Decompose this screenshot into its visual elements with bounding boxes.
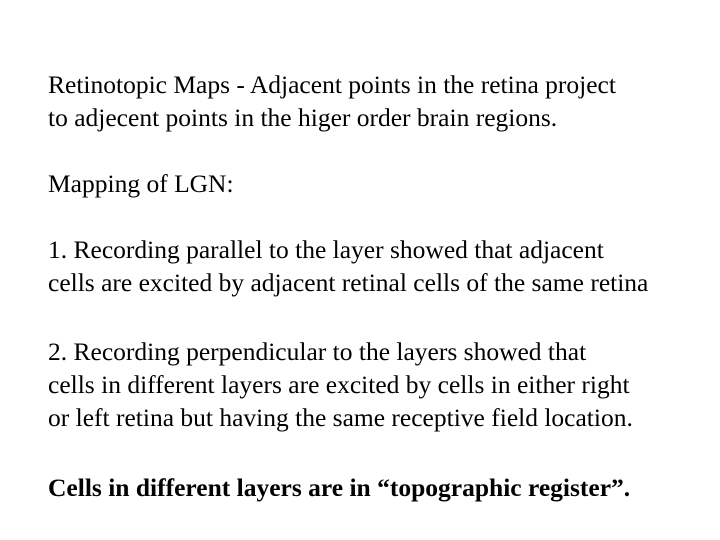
text-line: cells are excited by adjacent retinal cells of the same retina bbox=[48, 268, 649, 297]
finding-1-paragraph bbox=[48, 233, 718, 299]
text-line: or left retina but having the same receptive field location. bbox=[48, 403, 633, 432]
retinotopic-maps-paragraph bbox=[48, 68, 718, 134]
text-line: Mapping of LGN: bbox=[48, 169, 234, 198]
conclusion-paragraph bbox=[48, 471, 718, 504]
text-line: Retinotopic Maps - Adjacent points in the retina project bbox=[48, 70, 616, 99]
text-line: 1. Recording parallel to the layer showed that adjacent bbox=[48, 235, 604, 264]
finding-2-paragraph bbox=[48, 335, 718, 434]
lgn-mapping-heading bbox=[48, 167, 718, 200]
text-line: cells in different layers are excited by cells in either right bbox=[48, 370, 630, 399]
text-line: Cells in different layers are in “topographic register”. bbox=[48, 473, 631, 502]
text-line: 2. Recording perpendicular to the layers showed that bbox=[48, 337, 587, 366]
text-line: to adjecent points in the higer order brain regions. bbox=[48, 103, 558, 132]
